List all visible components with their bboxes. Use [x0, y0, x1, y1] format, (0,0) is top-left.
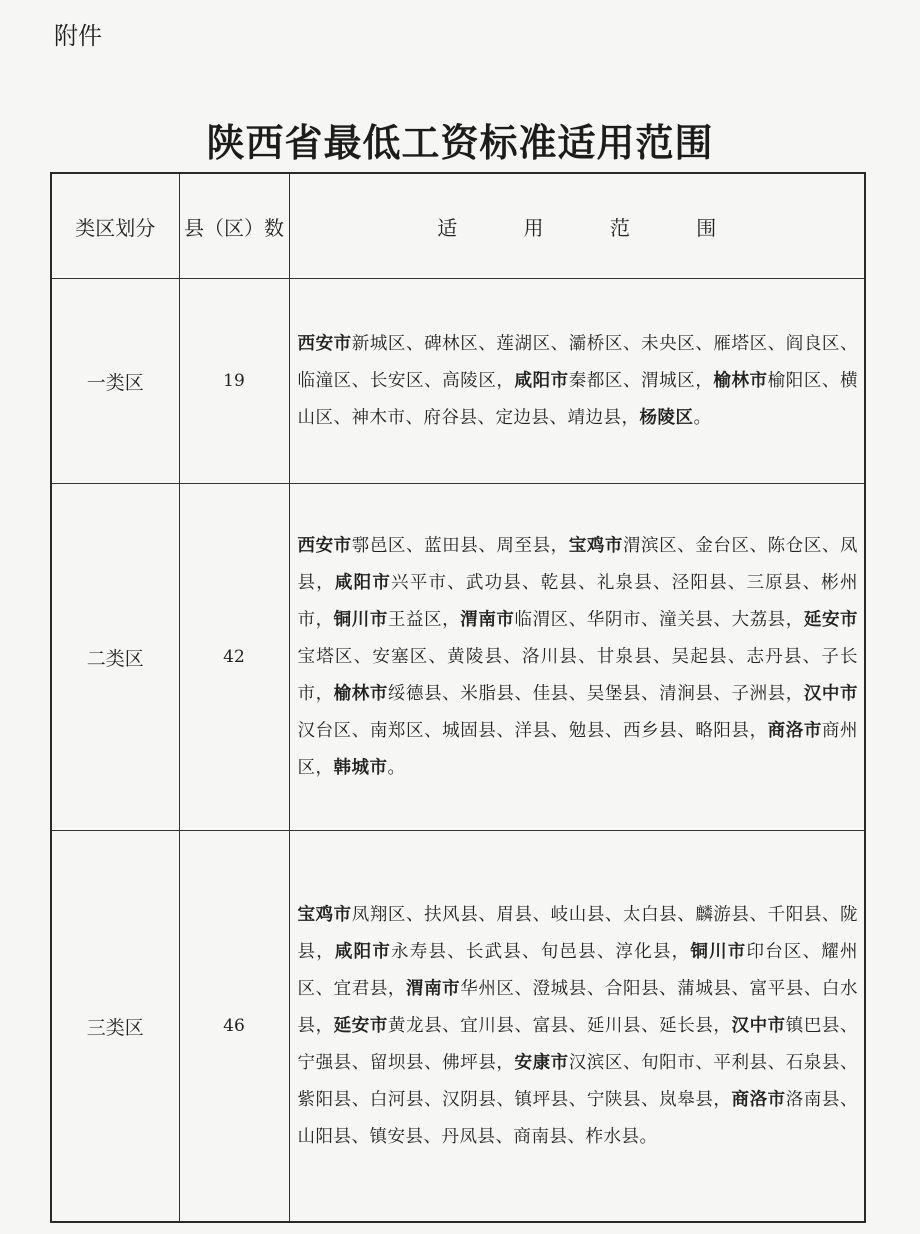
- scope-cell: [289, 279, 865, 484]
- count-cell: 42: [179, 484, 289, 831]
- scope-cell: [289, 831, 865, 1223]
- district-list: 印台区、耀州区、宜君县，: [297, 941, 859, 999]
- city-name: 榆林市: [333, 683, 388, 704]
- city-name: 延安市: [333, 1015, 388, 1036]
- city-name: 西安市: [297, 535, 352, 556]
- count-cell: 19: [179, 279, 289, 484]
- city-name: 咸阳市: [334, 941, 392, 962]
- header-count: 县（区）数: [179, 173, 289, 279]
- city-name: 商洛市: [731, 1089, 786, 1110]
- city-name: 杨陵区: [639, 407, 694, 428]
- district-list: 黄龙县、宜川县、富县、延川县、延长县，: [387, 1015, 732, 1036]
- district-list: 商州区，: [297, 720, 859, 778]
- table-row: [51, 484, 865, 831]
- city-name: 宝鸡市: [568, 535, 623, 556]
- city-name: 铜川市: [333, 609, 388, 630]
- city-name: 咸阳市: [334, 572, 392, 593]
- district-list: 汉滨区、旬阳市、平利县、石泉县、紫阳县、白河县、汉阴县、镇坪县、宁陕县、岚皋县，: [297, 1052, 858, 1110]
- district-list: 绥德县、米脂县、佳县、吴堡县、清涧县、子洲县，: [387, 683, 804, 704]
- district-list: 榆阳区、横山区、神木市、府谷县、定边县、靖边县，: [297, 370, 859, 428]
- district-list: 渭滨区、金台区、陈仓区、凤县，: [297, 535, 858, 593]
- attachment-label: 附件: [54, 22, 102, 50]
- header-scope: 适 用 范 围: [289, 173, 865, 279]
- city-name: 延安市: [803, 609, 859, 630]
- district-list: 王益区，: [387, 609, 461, 630]
- district-list: 华州区、澄城县、合阳县、蒲城县、富平县、白水县，: [297, 978, 858, 1036]
- district-list: 。: [693, 407, 712, 428]
- city-name: 渭南市: [460, 609, 515, 630]
- category-cell: 三类区: [51, 831, 179, 1223]
- city-name: 榆林市: [713, 370, 768, 391]
- district-list: 洛南县、山阳县、镇安县、丹凤县、商南县、柞水县。: [297, 1089, 858, 1147]
- district-list: 兴平市、武功县、乾县、礼泉县、泾阳县、三原县、彬州市，: [297, 572, 859, 630]
- city-name: 商洛市: [767, 720, 822, 741]
- minimum-wage-scope-table: [50, 172, 866, 1223]
- city-name: 韩城市: [333, 757, 388, 778]
- table-row: [51, 279, 865, 484]
- count-cell: 46: [179, 831, 289, 1223]
- district-list: 宝塔区、安塞区、黄陵县、洛川县、甘泉县、吴起县、志丹县、子长市，: [297, 646, 858, 704]
- city-name: 西安市: [297, 333, 352, 354]
- district-list: 汉台区、南郑区、城固县、洋县、勉县、西乡县、略阳县，: [297, 720, 768, 741]
- city-name: 宝鸡市: [297, 904, 352, 925]
- district-list: 凤翔区、扶风县、眉县、岐山县、太白县、麟游县、千阳县、陇县，: [297, 904, 858, 962]
- district-list: 。: [387, 757, 406, 778]
- scope-cell: [289, 484, 865, 831]
- district-list: 临渭区、华阴市、潼关县、大荔县，: [514, 609, 804, 630]
- district-list: 鄠邑区、蓝田县、周至县，: [351, 535, 569, 556]
- category-cell: 二类区: [51, 484, 179, 831]
- table-row: [51, 831, 865, 1223]
- district-list: 新城区、碑林区、莲湖区、灞桥区、未央区、雁塔区、阎良区、临潼区、长安区、高陵区，: [297, 333, 858, 391]
- city-name: 铜川市: [690, 941, 747, 962]
- district-list: 永寿县、长武县、旬邑县、淳化县，: [391, 941, 691, 962]
- page-title: 陕西省最低工资标准适用范围: [206, 120, 714, 165]
- city-name: 汉中市: [803, 683, 859, 704]
- table-header-row: [51, 173, 865, 279]
- district-list: 秦都区、渭城区，: [568, 370, 714, 391]
- city-name: 咸阳市: [514, 370, 569, 391]
- district-list: 镇巴县、宁强县、留坝县、佛坪县，: [297, 1015, 859, 1073]
- city-name: 汉中市: [731, 1015, 786, 1036]
- header-category: 类区划分: [51, 173, 179, 279]
- city-name: 安康市: [514, 1052, 569, 1073]
- category-cell: 一类区: [51, 279, 179, 484]
- city-name: 渭南市: [406, 978, 461, 999]
